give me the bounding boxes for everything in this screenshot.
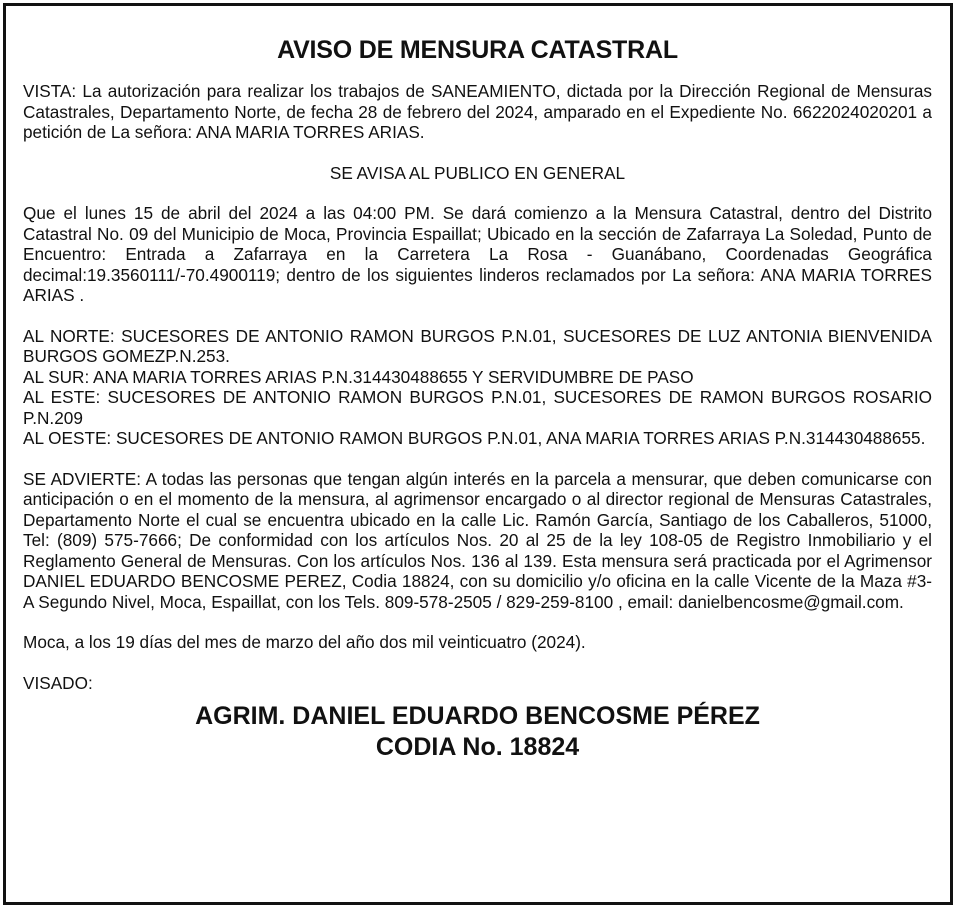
date-place-line: Moca, a los 19 días del mes de marzo del año dos mil veinticuatro (2024). bbox=[23, 632, 586, 652]
visado-label: VISADO: bbox=[23, 672, 93, 693]
survey-date-paragraph: Que el lunes 15 de abril del 2024 a las 04:00 PM. Se dará comienzo a la Mensura Catastral, dentro del Distrito Catastral No. 09 del Municipio de Moca, Provincia Espaillat; Ubicado en la sección de Zafarraya La Soledad, Punto de Encuentro: Entrada a Zafarraya en la Carretera La Rosa - Guanábano, Coordenadas Geográfica decimal:19.3560111/-70.4900119; dentro de los siguientes linderos reclamados por La señora: ANA MARIA TORRES ARIAS . bbox=[23, 203, 932, 305]
signature-block bbox=[23, 701, 932, 763]
public-notice-heading: SE AVISA AL PUBLICO EN GENERAL bbox=[329, 162, 626, 183]
boundary-east: AL ESTE: SUCESORES DE ANTONIO RAMON BURGOS P.N.01, SUCESORES DE RAMON BURGOS ROSARIO P.N.209 bbox=[23, 387, 932, 428]
boundary-west: AL OESTE: SUCESORES DE ANTONIO RAMON BURGOS P.N.01, ANA MARIA TORRES ARIAS P.N.314430488655. bbox=[23, 428, 926, 448]
boundaries-list bbox=[23, 326, 932, 449]
signature-name: AGRIM. DANIEL EDUARDO BENCOSME PÉREZ bbox=[195, 702, 760, 730]
vista-paragraph: VISTA: La autorización para realizar los trabajos de SANEAMIENTO, dictada por la Dirección Regional de Mensuras Catastrales, Departamento Norte, de fecha 28 de febrero del 2024, amparado en el Expediente No. 6622024020201 a petición de La señora: ANA MARIA TORRES ARIAS. bbox=[23, 81, 932, 142]
boundary-south: AL SUR: ANA MARIA TORRES ARIAS P.N.314430488655 Y SERVIDUMBRE DE PASO bbox=[23, 366, 694, 387]
notice-frame bbox=[3, 3, 953, 905]
warning-paragraph: SE ADVIERTE: A todas las personas que tengan algún interés en la parcela a mensurar, que deben comunicarse con anticipación o en el momento de la mensura, al agrimensor encargado o al director regional de Mensuras Catastrales, Departamento Norte el cual se encuentra ubicado en la calle Lic. Ramón García, Santiago de los Caballeros, 51000, Tel: (809) 575-7666; De conformidad con los artículos Nos. 20 al 25 de la ley 108-05 de Registro Inmobiliario y el Reglamento General de Mensuras. Con los artículos Nos. 136 al 139. Esta mensura será practicada por el Agrimensor DANIEL EDUARDO BENCOSME PEREZ, Codia 18824, con su domicilio y/o oficina en la calle Vicente de la Maza #3-A Segundo Nivel, Moca, Espaillat, con los Tels. 809-578-2505 / 829-259-8100 , email: danielbencosme@gmail.com. bbox=[23, 468, 932, 612]
signature-codia: CODIA No. 18824 bbox=[375, 733, 580, 761]
boundary-north: AL NORTE: SUCESORES DE ANTONIO RAMON BURGOS P.N.01, SUCESORES DE LUZ ANTONIA BIENVENIDA BURGOS GOMEZP.N.253. bbox=[23, 325, 932, 366]
notice-title: AVISO DE MENSURA CATASTRAL bbox=[277, 36, 678, 64]
notice-content bbox=[23, 6, 932, 763]
